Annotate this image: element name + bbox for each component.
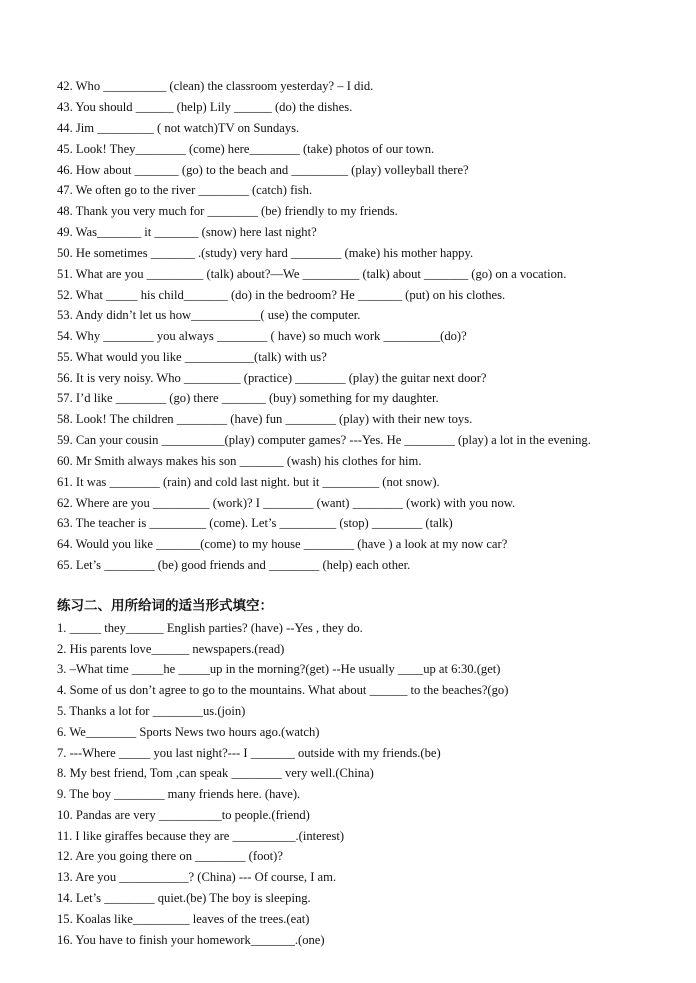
- exercise2-item-16: 16. You have to finish your homework_______.(one): [57, 933, 325, 947]
- exercise2-item-7: 7. ---Where _____ you last night?--- I _______ outside with my friends.(be): [57, 746, 441, 760]
- exercise2-item-13: 13. Are you ___________? (China) --- Of course, I am.: [57, 870, 337, 884]
- exercise-item-50: 50. He sometimes _______ .(study) very hard ________ (make) his mother happy.: [57, 246, 474, 260]
- exercise-item-54: 54. Why ________ you always ________ ( have) so much work _________(do)?: [57, 329, 467, 343]
- exercise-item-60: 60. Mr Smith always makes his son _______ (wash) his clothes for him.: [57, 454, 422, 468]
- exercise-item-48: 48. Thank you very much for ________ (be) friendly to my friends.: [57, 204, 398, 218]
- exercise-item-46: 46. How about _______ (go) to the beach and _________ (play) volleyball there?: [57, 163, 469, 177]
- exercise-item-61: 61. It was ________ (rain) and cold last night. but it _________ (not snow).: [57, 475, 440, 489]
- exercise-item-44: 44. Jim _________ ( not watch)TV on Sundays.: [57, 121, 300, 135]
- exercise2-item-12: 12. Are you going there on ________ (foot)?: [57, 849, 283, 863]
- exercise-item-53: 53. Andy didn’t let us how___________( use) the computer.: [57, 308, 361, 322]
- exercise2-item-6: 6. We________ Sports News two hours ago.(watch): [57, 725, 320, 739]
- exercise2-item-5: 5. Thanks a lot for ________us.(join): [57, 704, 246, 718]
- exercise-item-42: 42. Who __________ (clean) the classroom yesterday? – I did.: [57, 79, 374, 93]
- exercise2-item-4: 4. Some of us don’t agree to go to the mountains. What about ______ to the beaches?(go): [57, 683, 509, 697]
- exercise2-item-10: 10. Pandas are very __________to people.(friend): [57, 808, 310, 822]
- exercise2-item-9: 9. The boy ________ many friends here. (have).: [57, 787, 301, 801]
- section-heading: 练习二、用所给词的适当形式填空：: [57, 598, 273, 614]
- exercise-item-43: 43. You should ______ (help) Lily ______ (do) the dishes.: [57, 100, 353, 114]
- exercise-item-47: 47. We often go to the river ________ (catch) fish.: [57, 183, 313, 197]
- exercise-item-63: 63. The teacher is _________ (come). Let’s _________ (stop) ________ (talk): [57, 516, 453, 530]
- exercise-item-59: 59. Can your cousin __________(play) computer games? ---Yes. He ________ (play) a lot in the evening.: [57, 433, 591, 447]
- exercise-item-58: 58. Look! The children ________ (have) fun ________ (play) with their new toys.: [57, 412, 473, 426]
- exercise-item-55: 55. What would you like ___________(talk) with us?: [57, 350, 327, 364]
- exercise2-item-3: 3. –What time _____he _____up in the morning?(get) --He usually ____up at 6:30.(get): [57, 662, 501, 676]
- exercise-item-49: 49. Was_______ it _______ (snow) here last night?: [57, 225, 317, 239]
- exercise2-item-1: 1. _____ they______ English parties? (have) --Yes , they do.: [57, 621, 363, 635]
- exercise-item-57: 57. I’d like ________ (go) there _______ (buy) something for my daughter.: [57, 391, 439, 405]
- exercise2-item-14: 14. Let’s ________ quiet.(be) The boy is sleeping.: [57, 891, 311, 905]
- exercise-item-56: 56. It is very noisy. Who _________ (practice) ________ (play) the guitar next door?: [57, 371, 487, 385]
- exercise2-item-15: 15. Koalas like_________ leaves of the trees.(eat): [57, 912, 310, 926]
- exercise-item-45: 45. Look! They________ (come) here________ (take) photos of our town.: [57, 142, 435, 156]
- exercise-item-62: 62. Where are you _________ (work)? I ________ (want) ________ (work) with you now.: [57, 496, 516, 510]
- exercise2-item-8: 8. My best friend, Tom ,can speak ________ very well.(China): [57, 766, 374, 780]
- exercise-item-51: 51. What are you _________ (talk) about?—We _________ (talk) about _______ (go) on a vocation.: [57, 267, 567, 281]
- exercise-item-52: 52. What _____ his child_______ (do) in the bedroom? He _______ (put) on his clothes.: [57, 288, 506, 302]
- exercise2-item-11: 11. I like giraffes because they are __________.(interest): [57, 829, 345, 843]
- exercise-item-65: 65. Let’s ________ (be) good friends and ________ (help) each other.: [57, 558, 411, 572]
- exercise2-item-2: 2. His parents love______ newspapers.(read): [57, 642, 285, 656]
- exercise-item-64: 64. Would you like _______(come) to my house ________ (have ) a look at my now car?: [57, 537, 508, 551]
